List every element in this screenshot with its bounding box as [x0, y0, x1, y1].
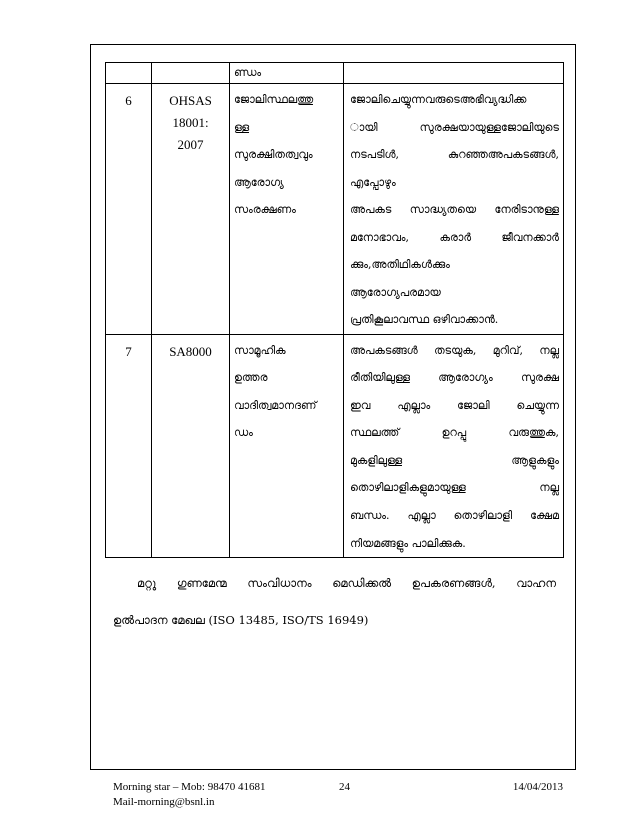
- area-line: ഉത്തര: [234, 371, 268, 385]
- footer-email: Mail-morning@bsnl.in: [113, 796, 215, 808]
- row-number: 7: [125, 343, 132, 359]
- desc-line: രീതിയിലുള്ള ആരോഗ്യം സുരക്ഷ: [350, 371, 559, 385]
- description-cell: [344, 84, 564, 335]
- footer-date: 14/04/2013: [512, 781, 563, 793]
- area-line: ള്ള: [234, 120, 250, 134]
- desc-line: അപകട സാദ്ധ്യതയെ നേരിടാനുള്ള: [350, 203, 559, 216]
- standard-line: 2007: [177, 137, 204, 152]
- area-line: സാമൂഹിക: [234, 343, 286, 357]
- number-cell: [106, 334, 152, 558]
- standard-cell: [152, 84, 230, 335]
- desc-line: നിയമങ്ങളും പാലിക്കുക.: [350, 536, 466, 550]
- area-cell: [230, 334, 344, 558]
- area-cell: [230, 63, 344, 84]
- desc-line: ായി സുരക്ഷയായുള്ളജോലിയുടെ: [350, 120, 559, 134]
- desc-line: ക്കും,അതിഥികൾക്കും: [350, 258, 450, 271]
- area-line: സുരക്ഷിതത്വവും: [234, 148, 313, 161]
- body-paragraph: [113, 565, 556, 639]
- standard-cell: [152, 334, 230, 558]
- table-row-continued: [106, 63, 564, 84]
- desc-line: എപ്പോഴും: [350, 175, 396, 189]
- standard-line: SA8000: [169, 343, 212, 359]
- desc-line: അപകടങ്ങൾ തടയുക, മുറിവ്, നല്ല: [350, 343, 559, 357]
- desc-line: ആരോഗ്യപരമായ: [350, 285, 441, 299]
- desc-line: തൊഴിലാളികളുമായുള്ള നല്ല: [350, 481, 559, 495]
- number-cell: [106, 63, 152, 84]
- table-row-7: [106, 334, 564, 558]
- footer-contact: Morning star – Mob: 98470 41681: [113, 781, 266, 793]
- desc-line: പ്രതികൂലാവസ്ഥ ഒഴിവാക്കാൻ.: [350, 313, 499, 326]
- area-line: ണ്ഡം: [234, 66, 262, 79]
- area-line: സംരക്ഷണം: [234, 203, 296, 216]
- area-line: വാദിത്വമാനദണ്: [234, 398, 317, 412]
- description-cell: [344, 63, 564, 84]
- number-cell: [106, 84, 152, 335]
- desc-line: ഇവ എല്ലാം ജോലി ചെയ്യുന്ന: [350, 398, 559, 412]
- standards-table: [105, 62, 564, 558]
- paragraph-line: ഉൽപാദന മേഖല (ISO 13485, ISO/TS 16949): [113, 613, 369, 627]
- area-line: ജോലിസ്ഥലത്തു: [234, 93, 314, 106]
- desc-line: ബന്ധം. എല്ലാ തൊഴിലാളി ക്ഷേമ: [350, 509, 559, 523]
- standard-cell: [152, 63, 230, 84]
- area-cell: [230, 84, 344, 335]
- row-number: 6: [125, 93, 132, 108]
- paragraph-line: മറ്റു ഗുണമേന്മ സംവിധാനം മെഡിക്കൽ ഉപകരണങ്ങൾ, വാഹന: [137, 576, 556, 590]
- standard-line: OHSAS: [169, 93, 212, 108]
- area-line: ആരോഗ്യ: [234, 175, 284, 189]
- desc-line: ജോലിചെയ്യുന്നവരുടെഅഭിവ്യദ്ധിക്ക: [350, 93, 527, 106]
- desc-line: മനോഭാവം, കരാർ ജീവനക്കാർ: [350, 230, 559, 244]
- desc-line: നടപടിൾ, കുറഞ്ഞഅപകടങ്ങൾ,: [350, 148, 559, 161]
- desc-line: മുകളിലുള്ള ആളുകളും: [350, 453, 559, 467]
- desc-line: സ്ഥലത്ത് ഉറപ്പു വരുത്തുക,: [350, 426, 559, 440]
- page-number: 24: [339, 781, 350, 793]
- description-cell: [344, 334, 564, 558]
- standard-line: 18001:: [172, 115, 209, 130]
- table-row-6: [106, 84, 564, 335]
- area-line: ഡം: [234, 426, 253, 440]
